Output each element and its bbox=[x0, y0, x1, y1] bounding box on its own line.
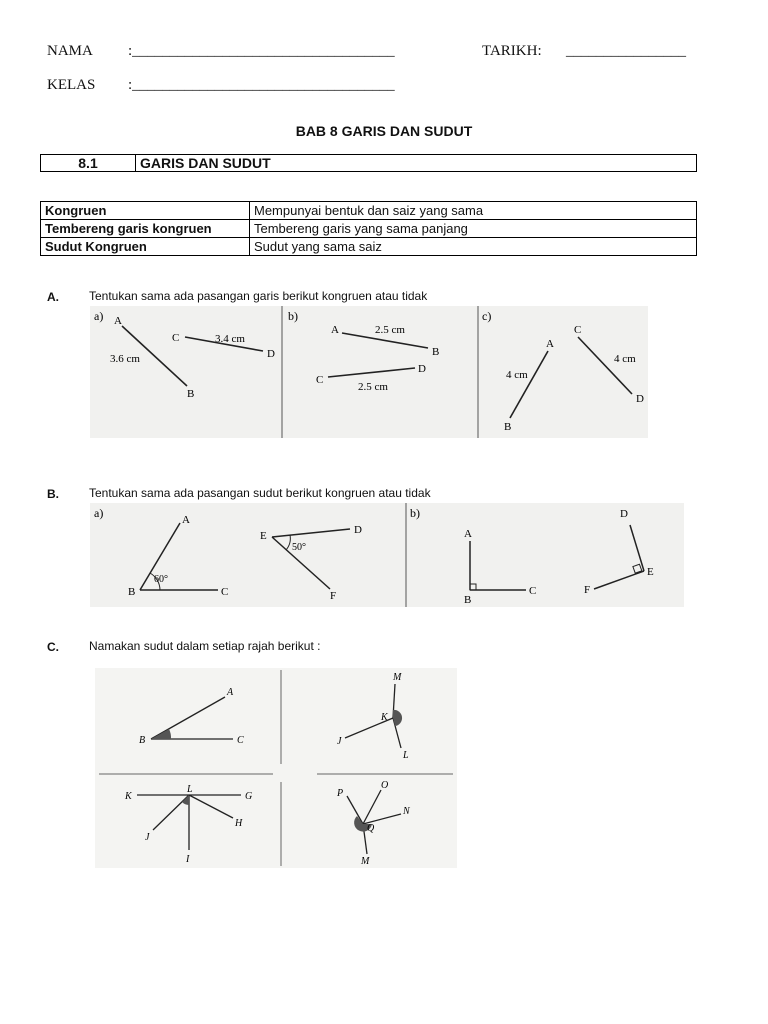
chapter-title: BAB 8 GARIS DAN SUDUT bbox=[295, 123, 473, 139]
label-c: C bbox=[172, 332, 180, 344]
label-f: F bbox=[584, 584, 591, 596]
table-row bbox=[41, 220, 697, 238]
label-b: B bbox=[139, 735, 146, 746]
panel-a-tag: a) bbox=[94, 506, 104, 520]
label-c: C bbox=[221, 586, 229, 598]
panel-b-tag: b) bbox=[288, 309, 298, 323]
panel-c-tag: c) bbox=[482, 309, 492, 323]
label-e: E bbox=[647, 566, 654, 578]
label-c: C bbox=[574, 324, 582, 336]
label-j: J bbox=[337, 736, 342, 747]
label-c: C bbox=[316, 374, 324, 386]
label-p: P bbox=[337, 788, 344, 799]
label-k: K bbox=[381, 712, 388, 723]
question-a-letter: A. bbox=[47, 290, 59, 304]
length-label: 4 cm bbox=[506, 369, 528, 381]
definition-meaning: Tembereng garis yang sama panjang bbox=[250, 220, 697, 238]
label-c: C bbox=[237, 735, 244, 746]
definition-term: Kongruen bbox=[41, 202, 250, 220]
table-row bbox=[41, 202, 697, 220]
label-d: D bbox=[354, 524, 362, 536]
definition-meaning: Sudut yang sama saiz bbox=[250, 238, 697, 256]
panel-a-tag: a) bbox=[94, 309, 104, 323]
label-b: B bbox=[128, 586, 136, 598]
label-q: Q bbox=[367, 823, 375, 834]
label-l: L bbox=[187, 784, 193, 795]
length-label: 3.6 cm bbox=[110, 353, 140, 365]
label-m: M bbox=[393, 672, 402, 683]
label-c: C bbox=[529, 585, 537, 597]
label-d: D bbox=[620, 508, 628, 520]
label-e: E bbox=[260, 530, 267, 542]
panel-b-tag: b) bbox=[410, 506, 420, 520]
angle-label: 60° bbox=[154, 574, 168, 585]
section-number: 8.1 bbox=[41, 155, 136, 172]
angle-label: 50° bbox=[292, 542, 306, 553]
nama-label: NAMA bbox=[47, 43, 93, 59]
kelas-label: KELAS bbox=[47, 77, 96, 93]
kelas-field[interactable]: :___________________________________ bbox=[128, 77, 395, 93]
nama-field[interactable]: :___________________________________ bbox=[128, 43, 395, 59]
label-a: A bbox=[331, 324, 339, 336]
label-f: F bbox=[330, 590, 337, 602]
section-title: GARIS DAN SUDUT bbox=[136, 155, 697, 172]
length-label: 3.4 cm bbox=[215, 333, 245, 345]
tarikh-field[interactable]: ________________ bbox=[566, 43, 686, 59]
figure-angles bbox=[90, 503, 684, 607]
label-a: A bbox=[182, 514, 190, 526]
section-table bbox=[40, 154, 697, 172]
figure-line-segments bbox=[90, 306, 648, 438]
label-n: N bbox=[403, 806, 410, 817]
label-b: B bbox=[432, 346, 440, 358]
label-d: D bbox=[418, 363, 426, 375]
question-c-letter: C. bbox=[47, 640, 59, 654]
question-a-text: Tentukan sama ada pasangan garis berikut kongruen atau tidak bbox=[89, 289, 428, 303]
figure-name-angles bbox=[95, 668, 457, 868]
question-b-letter: B. bbox=[47, 487, 59, 501]
length-label: 4 cm bbox=[614, 353, 636, 365]
label-k: K bbox=[125, 791, 132, 802]
question-b-text: Tentukan sama ada pasangan sudut berikut kongruen atau tidak bbox=[89, 486, 431, 500]
definition-meaning: Mempunyai bentuk dan saiz yang sama bbox=[250, 202, 697, 220]
label-b: B bbox=[504, 421, 512, 433]
label-a: A bbox=[227, 687, 234, 698]
label-i: I bbox=[186, 854, 190, 865]
table-row bbox=[41, 238, 697, 256]
label-a: A bbox=[464, 528, 472, 540]
label-g: G bbox=[245, 791, 253, 802]
label-d: D bbox=[636, 393, 644, 405]
definition-term: Tembereng garis kongruen bbox=[41, 220, 250, 238]
label-o: O bbox=[381, 780, 389, 791]
definition-term: Sudut Kongruen bbox=[41, 238, 250, 256]
label-l: L bbox=[403, 750, 409, 761]
label-j: J bbox=[145, 832, 150, 843]
label-a: A bbox=[114, 315, 122, 327]
definitions-table bbox=[40, 201, 697, 256]
label-b: B bbox=[464, 594, 472, 606]
label-b: B bbox=[187, 388, 195, 400]
label-d: D bbox=[267, 348, 275, 360]
tarikh-label: TARIKH: bbox=[482, 43, 542, 59]
length-label: 2.5 cm bbox=[358, 381, 388, 393]
question-c-text: Namakan sudut dalam setiap rajah berikut : bbox=[89, 639, 321, 653]
length-label: 2.5 cm bbox=[375, 324, 405, 336]
label-h: H bbox=[235, 818, 243, 829]
label-a: A bbox=[546, 338, 554, 350]
label-m: M bbox=[361, 856, 370, 867]
